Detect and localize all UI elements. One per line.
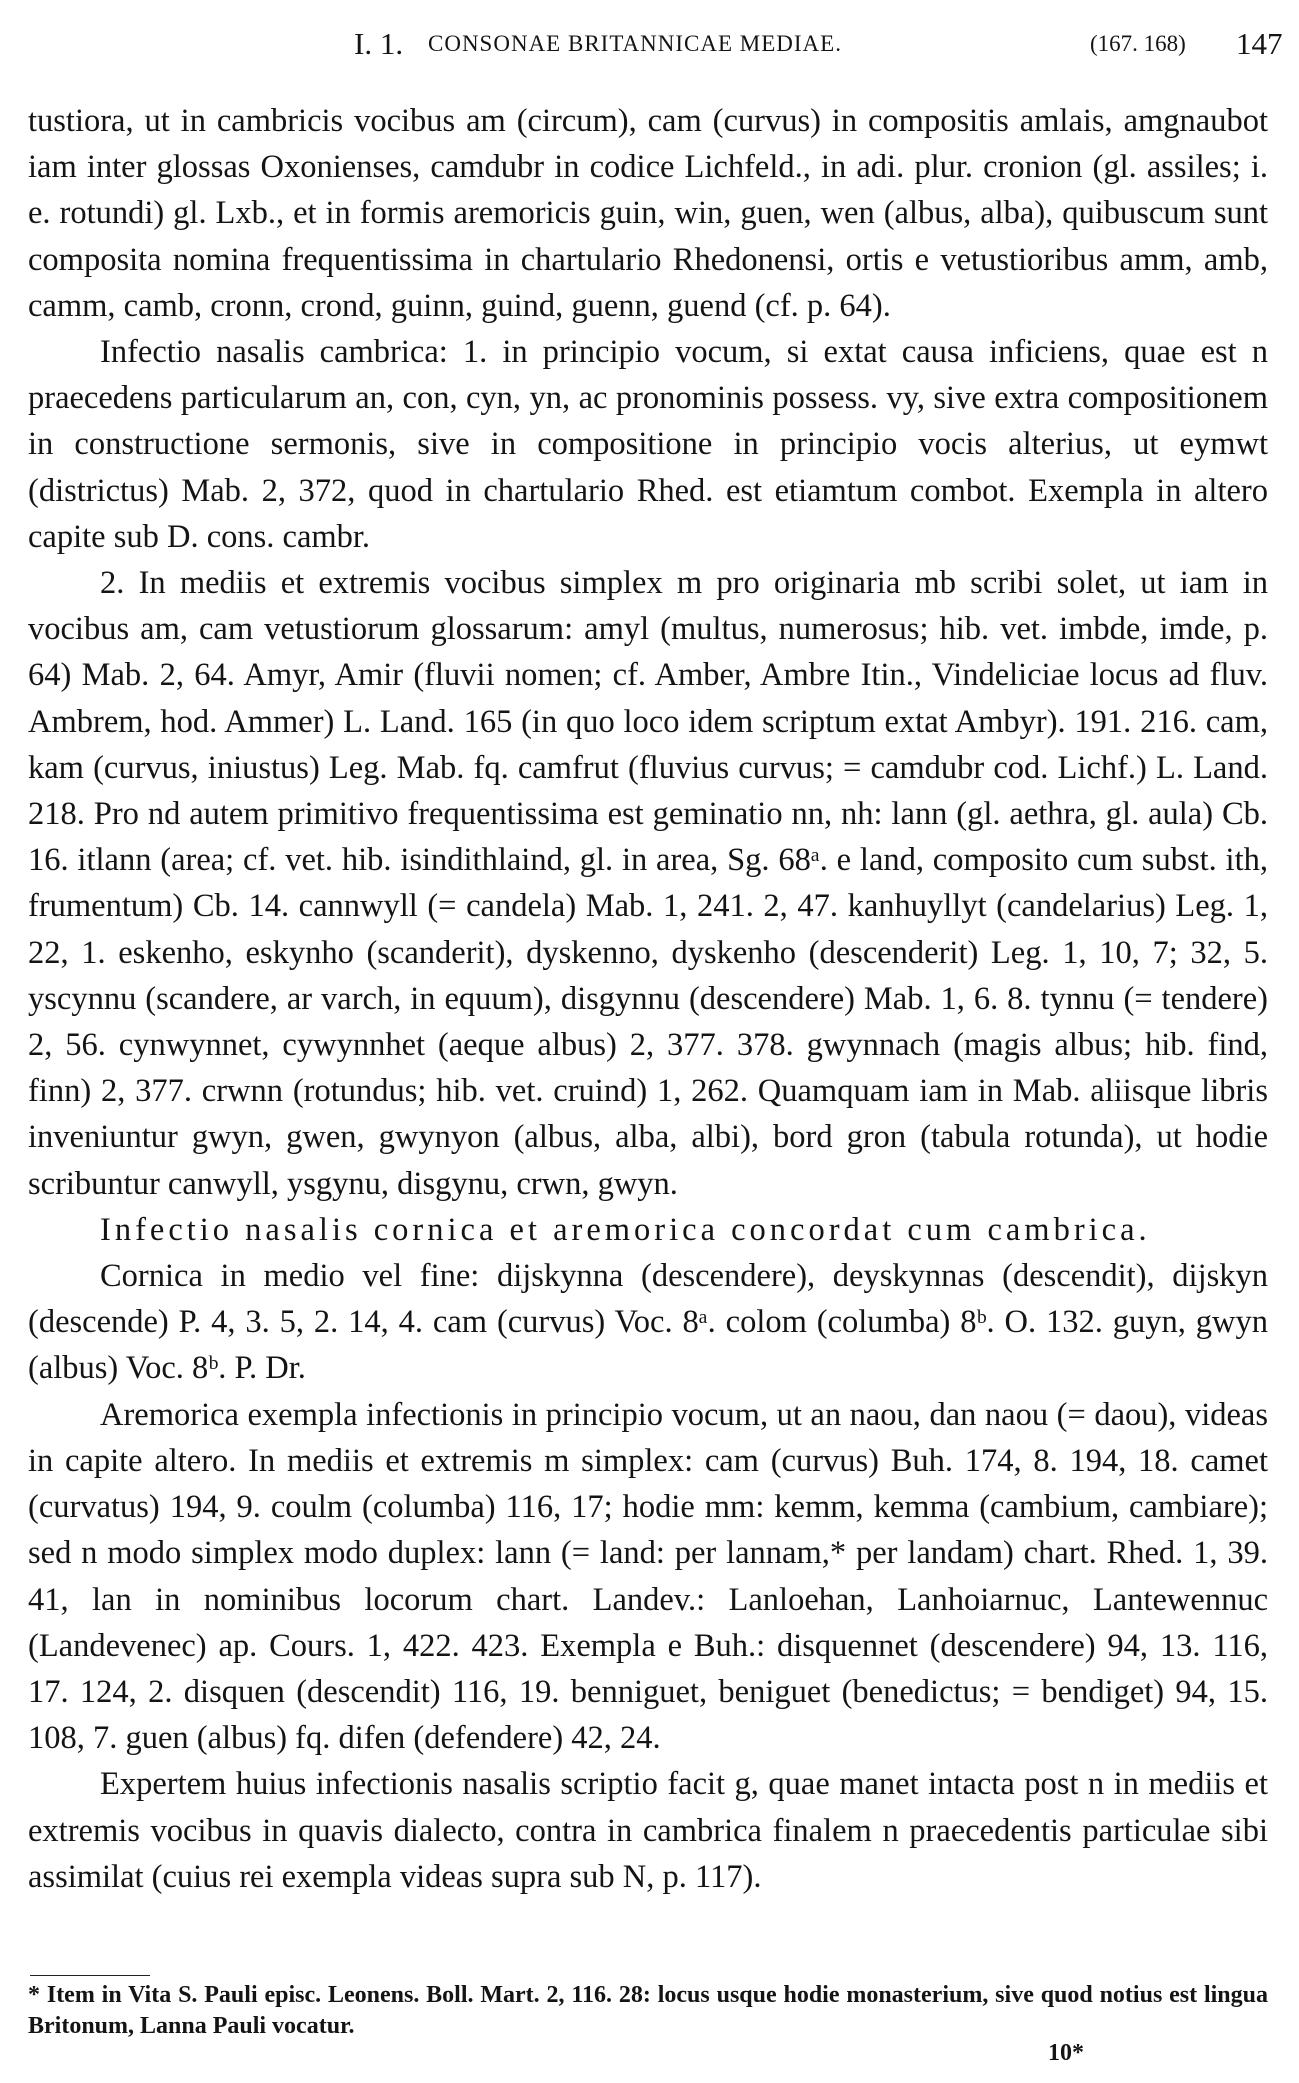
paragraph: Cornica in medio vel fine: dijskynna (descendere), deyskynnas (descendit), dijskyn (descende) P. 4, 3. 5, 2. 14, 4. cam (curvus) Voc. 8ᵃ. colom (columba) 8ᵇ. O. 132. guyn, gwyn (albus) Voc. 8ᵇ. P. Dr. — [28, 1258, 1268, 1387]
paragraph: Infectio nasalis cornica et aremorica concordat cum cambrica. — [100, 1211, 1151, 1248]
signature-mark: 10* — [1048, 2040, 1084, 2066]
footnote — [28, 1980, 1268, 2042]
paragraph: Infectio nasalis cambrica: 1. in principio vocum, si extat causa inficiens, quae est n praecedens particularum an, con, cyn, yn, ac pronominis possess. vy, sive extra compositionem in constructione sermonis, sive in compositione in principio vocis alterius, ut eymwt (districtus) Mab. 2, 372, quod in chartulario Rhed. est etiamtum combot. Exempla in altero capite sub D. cons. cambr. — [28, 334, 1268, 555]
body-text — [28, 98, 1268, 1900]
footnote-rule — [30, 1975, 150, 1976]
paragraph: 2. In mediis et extremis vocibus simplex m pro originaria mb scribi solet, ut iam in vocibus am, cam vetustiorum glossarum: amyl (multus, numerosus; hib. vet. imbde, imde, p. 64) Mab. 2, 64. Amyr, Amir (fluvii nomen; cf. Amber, Ambre Itin., Vindeliciae locus ad fluv. Ambrem, hod. Ammer) L. Land. 165 (in quo loco idem scriptum extat Ambyr). 191. 216. cam, kam (curvus, iniustus) Leg. Mab. fq. camfrut (fluvius curvus; = camdubr cod. Lichf.) L. Land. 218. Pro nd autem primitivo frequentissima est geminatio nn, nh: lann (gl. aethra, gl. aula) Cb. 16. itlann (area; cf. vet. hib. isindithlaind, gl. in area, Sg. 68ᵃ. e land, composito cum subst. ith, frumentum) Cb. 14. cannwyll (= candela) Mab. 1, 241. 2, 47. kanhuyllyt (candelarius) Leg. 1, 22, 1. eskenho, eskynho (scanderit), dyskenno, dyskenho (descenderit) Leg. 1, 10, 7; 32, 5. yscynnu (scandere, ar varch, in equum), disgynnu (descendere) Mab. 1, 6. 8. tynnu (= tendere) 2, 56. cynwynnet, cywynnhet (aeque albus) 2, 377. 378. gwynnach (magis albus; hib. find, finn) 2, 377. crwnn (rotundus; hib. vet. cruind) 1, 262. Quamquam iam in Mab. aliisque libris inveniuntur gwyn, gwen, gwynyon (albus, alba, albi), bord gron (tabula rotunda), ut hodie scribuntur canwyll, ysgynu, disgynu, crwn, gwyn. — [28, 565, 1268, 1202]
running-header — [28, 22, 1283, 66]
column-reference: (167. 168) — [1090, 31, 1186, 56]
paragraph: Expertem huius infectionis nasalis scriptio facit g, quae manet intacta post n in mediis et extremis vocibus in quavis dialecto, contra in cambrica finalem n praecedentis particulae sibi assimilat (cuius rei exempla videas supra sub N, p. 117). — [28, 1766, 1268, 1895]
paragraph: tustiora, ut in cambricis vocibus am (circum), cam (curvus) in compositis amlais, amgnaubot iam inter glossas Oxonienses, camdubr in codice Lichfeld., in adi. plur. cronion (gl. assiles; i. e. rotundi) gl. Lxb., et in formis aremoricis guin, win, guen, wen (albus, alba), quibuscum sunt composita nomina frequentissima in chartulario Rhedonensi, ortis e vetustioribus amm, amb, camm, camb, cronn, crond, guinn, guind, guenn, guend (cf. p. 64). — [28, 103, 1268, 324]
page-number: 147 — [1236, 26, 1283, 61]
section-number: I. 1. — [354, 26, 404, 61]
header-title: CONSONAE BRITANNICAE MEDIAE. — [428, 31, 842, 56]
footnote-text: * Item in Vita S. Pauli episc. Leonens. Boll. Mart. 2, 116. 28: locus usque hodie monasterium, sive quod notius est lingua Britonum, Lanna Pauli vocatur. — [28, 1982, 1268, 2039]
paragraph: Aremorica exempla infectionis in principio vocum, ut an naou, dan naou (= daou), videas in capite altero. In mediis et extremis m simplex: cam (curvus) Buh. 174, 8. 194, 18. camet (curvatus) 194, 9. coulm (columba) 116, 17; hodie mm: kemm, kemma (cambium, cambiare); sed n modo simplex modo duplex: lann (= land: per lannam,* per landam) chart. Rhed. 1, 39. 41, lan in nominibus locorum chart. Landev.: Lanloehan, Lanhoiarnuc, Lantewennuc (Landevenec) ap. Cours. 1, 422. 423. Exempla e Buh.: disquennet (descendere) 94, 13. 116, 17. 124, 2. disquen (descendit) 116, 19. benniguet, beniguet (benedictus; = bendiget) 94, 15. 108, 7. guen (albus) fq. difen (defendere) 42, 24. — [28, 1396, 1268, 1757]
